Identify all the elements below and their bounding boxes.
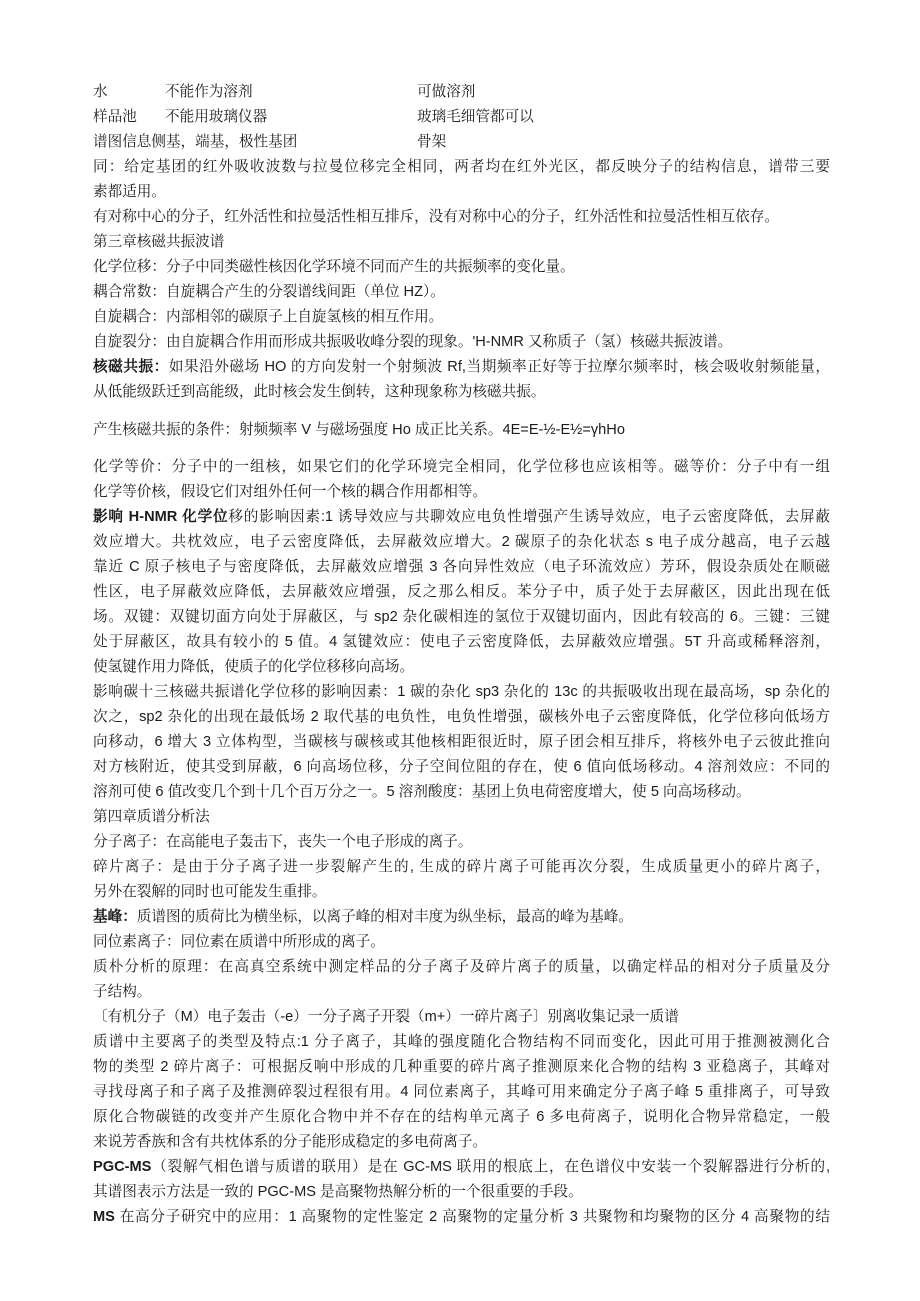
- table-cell: 不能作为溶剂: [165, 84, 253, 100]
- text-run: 第四章质谱分析法: [93, 809, 210, 825]
- text-line: [93, 780, 830, 805]
- text-run: 在高分子研究中的应用：1 高聚物的定性鉴定 2 高聚物的定量分析 3 共聚物和均聚物的区分 4 高聚物的结: [114, 1209, 830, 1225]
- text-line: [93, 805, 830, 830]
- text-line: [93, 830, 830, 855]
- text-line: [93, 1005, 830, 1030]
- text-line: [93, 680, 830, 705]
- text-run: 同：给定基团的红外吸收波数与拉曼位移完全相同，两者均在红外光区，都反映分子的结构信息，谱带三要: [93, 159, 830, 175]
- text-run: 产生核磁共振的条件：射频频率 V 与磁场强度 Ho 成正比关系。4E=E-½-E½=γhHo: [93, 422, 625, 438]
- text-run: 化学等价核，假设它们对组外任何一个核的耦合作用都相等。: [93, 484, 488, 500]
- table-row: [93, 80, 830, 105]
- text-line: [93, 1130, 830, 1155]
- document-body: [93, 155, 830, 1230]
- text-run: 其谱图表示方法是一致的 PGC-MS 是高聚物热解分析的一个很重要的手段。: [93, 1184, 583, 1200]
- bold-text-run: PGC-MS: [93, 1159, 152, 1175]
- text-line: [93, 980, 830, 1005]
- paragraph-spacer: [93, 405, 830, 418]
- text-run: （裂解气相色谱与质谱的联用）是在 GC-MS 联用的根底上，在色谱仪中安装一个裂解器进行分析的,: [151, 1159, 830, 1175]
- text-line: [93, 705, 830, 730]
- paragraph-spacer: [93, 443, 830, 455]
- text-run: 次之，sp2 杂化的出现在最低场 2 取代基的电负性，电负性增强，碳核外电子云密度降低，化学位移向低场方: [93, 709, 830, 725]
- comparison-table: [93, 80, 830, 155]
- text-run: 寻找母离子和子离子及推测碎裂过程很有用。4 同位素离子，其峰可用来确定分子离子峰 5 重排离子，可导致: [93, 1084, 830, 1100]
- text-line: [93, 955, 830, 980]
- text-run: 子结构。: [93, 984, 152, 1000]
- text-run: 处于屏蔽区，故具有较小的 5 值。4 氢键效应：使电子云密度降低，去屏蔽效应增强。5T 升高或稀释溶剂，: [93, 634, 830, 650]
- text-run: 同位素离子：同位素在质谱中所形成的离子。: [93, 934, 385, 950]
- text-run: 效应增大。共枕效应，电子云密度降低，去屏蔽效应增大。2 碳原子的杂化状态 s 电子成分越高，电子云越: [93, 534, 830, 550]
- text-line: [93, 880, 830, 905]
- text-line: [93, 480, 830, 505]
- text-line: [93, 255, 830, 280]
- text-run: 对方核附近，使其受到屏蔽，6 向高场位移，分子空间位阻的存在，使 6 值向低场移动。4 溶剂效应：不同的: [93, 759, 830, 775]
- text-run: 另外在裂解的同时也可能发生重排。: [93, 884, 327, 900]
- table-cell: 水: [93, 84, 108, 100]
- text-run: 原化合物碳链的改变并产生原化合物中并不存在的结构单元离子 6 多电荷离子，说明化合物异常稳定，一般: [93, 1109, 830, 1125]
- text-run: 靠近 C 原子核电子与密度降低，去屏蔽效应增强 3 各向异性效应（电子环流效应）芳环，假设杂质处在顺磁: [93, 559, 830, 575]
- text-run: 来说芳香族和含有共枕体系的分子能形成稳定的多电荷离子。: [93, 1134, 488, 1150]
- text-line: [93, 230, 830, 255]
- text-line: [93, 630, 830, 655]
- text-line: [93, 755, 830, 780]
- text-line: [93, 855, 830, 880]
- text-line: [93, 605, 830, 630]
- table-cell: 谱图信息侧基，端基，极性基团: [93, 134, 298, 150]
- text-run: 分子离子：在高能电子轰击下，丧失一个电子形成的离子。: [93, 834, 473, 850]
- text-run: 影响碳十三核磁共振谱化学位移的影响因素：1 碳的杂化 sp3 杂化的 13c 的共振吸收出现在最高场，sp 杂化的: [93, 684, 830, 700]
- text-line: [93, 505, 830, 530]
- text-run: 耦合常数：自旋耦合产生的分裂谱线间距（单位 HZ）。: [93, 284, 445, 300]
- text-line: [93, 930, 830, 955]
- text-run: 溶剂可使 6 值改变几个到十几个百万分之一。5 溶剂酸度：基团上负电荷密度增大，使 5 向高场移动。: [93, 784, 751, 800]
- text-run: 质谱中主要离子的类型及特点:1 分子离子，其峰的强度随化合物结构不同而变化，因此可用于推测被测化合: [93, 1034, 830, 1050]
- text-run: 有对称中心的分子，红外活性和拉曼活性相互排斥，没有对称中心的分子，红外活性和拉曼活性相互依存。: [93, 209, 779, 225]
- text-line: [93, 180, 830, 205]
- text-line: [93, 280, 830, 305]
- text-line: [93, 1105, 830, 1130]
- text-line: [93, 355, 830, 380]
- text-run: 碎片离子：是由于分子离子进一步裂解产生的, 生成的碎片离子可能再次分裂，生成质量更小的碎片离子，: [93, 859, 830, 875]
- text-line: [93, 1180, 830, 1205]
- text-line: [93, 580, 830, 605]
- text-line: [93, 1055, 830, 1080]
- text-run: 化学位移：分子中同类磁性核因化学环境不同而产生的共振频率的变化量。: [93, 259, 575, 275]
- text-run: 从低能级跃迁到高能级，此时核会发生倒转，这种现象称为核磁共振。: [93, 384, 546, 400]
- text-line: [93, 1205, 830, 1230]
- text-line: [93, 205, 830, 230]
- text-line: [93, 530, 830, 555]
- bold-text-run: 基峰：: [93, 909, 137, 925]
- text-run: 如果沿外磁场 HO 的方向发射一个射频波 Rf,当期频率正好等于拉摩尔频率时，核会吸收射频能量，: [168, 359, 830, 375]
- text-run: 化学等价：分子中的一组核，如果它们的化学环境完全相同，化学位移也应该相等。磁等价：分子中有一组: [93, 459, 830, 475]
- text-line: [93, 730, 830, 755]
- bold-text-run: 核磁共振：: [93, 359, 169, 375]
- text-line: [93, 330, 830, 355]
- page-content: [93, 80, 830, 1230]
- text-line: [93, 905, 830, 930]
- table-cell: 玻璃毛细管都可以: [417, 109, 534, 125]
- table-row: [93, 130, 830, 155]
- text-run: 质谱图的质荷比为横坐标，以离子峰的相对丰度为纵坐标，最高的峰为基峰。: [136, 909, 633, 925]
- text-run: 自旋裂分：由自旋耦合作用而形成共振吸收峰分裂的现象。'H-NMR 又称质子（氢）核磁共振波谱。: [93, 334, 733, 350]
- text-run: 向移动，6 增大 3 立体构型，当碳核与碳核或其他核相距很近时，原子团会相互排斥，将核外电子云彼此推向: [93, 734, 830, 750]
- text-run: 素都适用。: [93, 184, 166, 200]
- bold-text-run: MS: [93, 1209, 115, 1225]
- table-cell: 可做溶剂: [417, 84, 476, 100]
- text-run: 质朴分析的原理：在高真空系统中测定样品的分子离子及碎片离子的质量，以确定样品的相对分子质量及分: [93, 959, 830, 975]
- text-line: [93, 655, 830, 680]
- text-run: 物的类型 2 碎片离子：可根据反响中形成的几种重要的碎片离子推测原来化合物的结构 3 亚稳离子，其峰对: [93, 1059, 830, 1075]
- table-cell: 不能用玻璃仪器: [165, 109, 268, 125]
- table-cell: 样品池: [93, 109, 137, 125]
- text-line: [93, 155, 830, 180]
- text-line: [93, 555, 830, 580]
- text-line: [93, 1030, 830, 1055]
- text-line: [93, 418, 830, 443]
- text-line: [93, 1080, 830, 1105]
- text-run: 第三章核磁共振波谱: [93, 234, 225, 250]
- text-run: 自旋耦合：内部相邻的碳原子上自旋氢核的相互作用。: [93, 309, 444, 325]
- text-line: [93, 380, 830, 405]
- table-cell: 骨架: [417, 134, 447, 150]
- text-run: 使氢键作用力降低，使质子的化学位移移向高场。: [93, 659, 415, 675]
- text-run: 场。双键：双键切面方向处于屏蔽区，与 sp2 杂化碳相连的氢位于双键切面内，因此有较高的 6。三键：三键: [93, 609, 830, 625]
- text-line: [93, 455, 830, 480]
- bold-text-run: 影响 H-NMR 化学位: [93, 509, 229, 525]
- table-row: [93, 105, 830, 130]
- text-run: 〔有机分子（M）电子轰击（-e）一分子离子开裂（m+）一碎片离子〕别离收集记录一质谱: [93, 1009, 679, 1025]
- text-line: [93, 1155, 830, 1180]
- text-run: 性区，电子屏蔽效应降低，去屏蔽效应增强，反之那么相反。苯分子中，质子处于去屏蔽区，因此出现在低: [93, 584, 830, 600]
- text-line: [93, 305, 830, 330]
- text-run: 移的影响因素:1 诱导效应与共聊效应电负性增强产生诱导效应，电子云密度降低，去屏蔽: [228, 509, 830, 525]
